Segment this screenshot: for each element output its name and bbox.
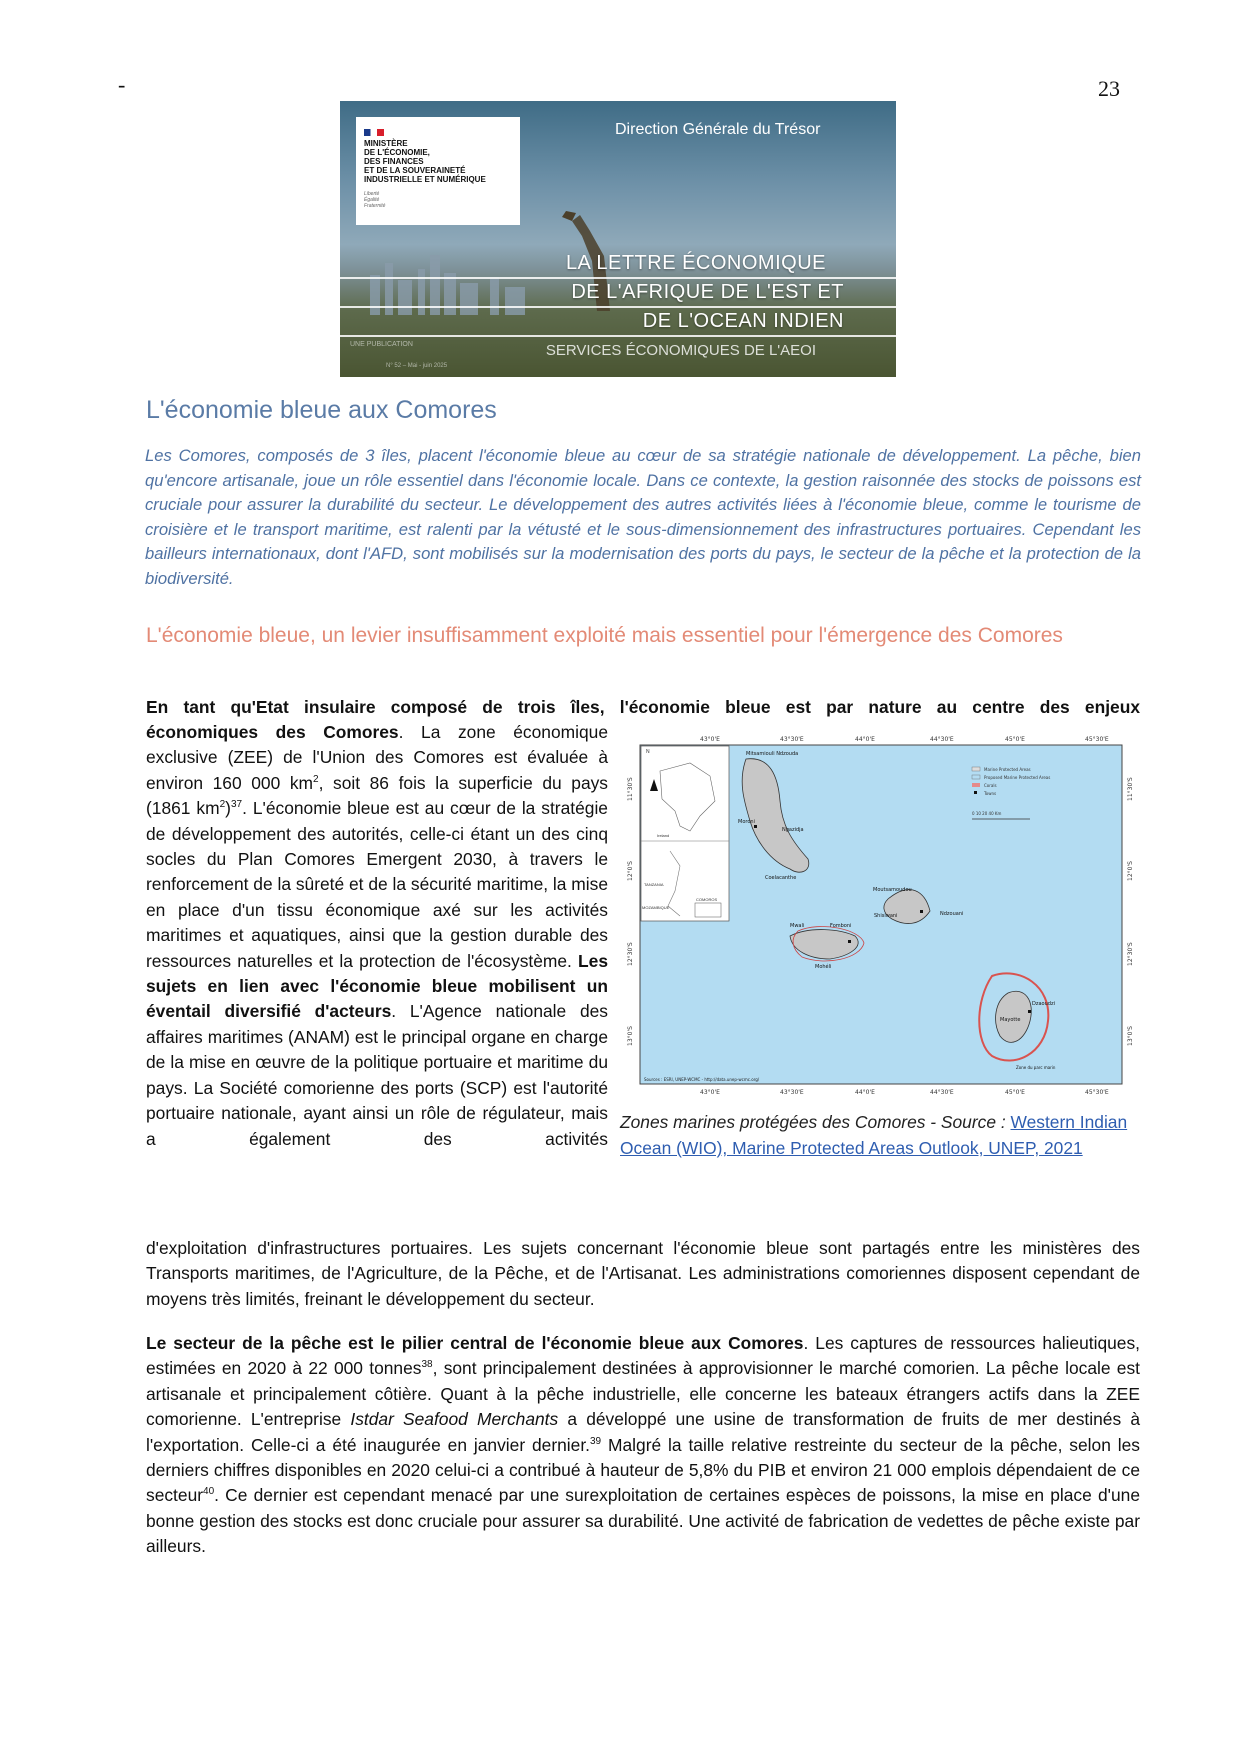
banner-title-line1: LA LETTRE ÉCONOMIQUE	[565, 252, 826, 274]
caption-text: Zones marines protégées des Comores - Source :	[620, 1112, 1011, 1132]
map-scale: 0 10 20 40 Km	[972, 811, 1002, 816]
legend-item: Proposed Marine Protected Areas	[984, 775, 1051, 780]
inset-ireland-label: Ireland	[657, 833, 670, 838]
footnote-sup: 2	[219, 799, 226, 811]
p2-bold: Le secteur de la pêche est le pilier central de l'économie bleue aux Comores	[146, 1333, 804, 1353]
top-tick: 44°0'E	[855, 736, 875, 743]
bottom-tick: 43°0'E	[700, 1089, 720, 1096]
town-marker	[920, 910, 923, 913]
legend-item: Corals	[984, 783, 997, 788]
bottom-tick: 44°30'E	[930, 1089, 954, 1096]
place-label: Mayotte	[1000, 1017, 1021, 1023]
top-tick: 45°30'E	[1085, 736, 1109, 743]
paragraph-1-tail: d'exploitation d'infrastructures portuaires. Les sujets concernant l'économie bleue sont partagés entre les ministères des Transports maritimes, de l'Agriculture, de la Pêche, et de l'Artisanat. Les administrations comoriennes disposent cependant de moyens très limités, freinant le développement du secteur.	[146, 1238, 1140, 1309]
p1-text-d: . L'économie bleue est au cœur de la stratégie de développement des autorités, celle-ci étant un des cinq socles du Plan Comores Emergent 2030, à travers le renforcement de la sûreté et de la sécurité maritime, la mise en place d'un tissu économique axé sur les activités maritimes et aquatiques, ainsi que la gestion durable des ressources naturelles et la protection de l'écosystème.	[146, 798, 609, 971]
inset-mozambique-label: MOZAMBIQUE	[642, 905, 670, 910]
bottom-tick: 45°0'E	[1005, 1089, 1025, 1096]
map-source: Sources : ESRI, UNEP-WCMC - http://data.unep-wcmc.org/	[644, 1077, 760, 1082]
company-name: Istdar Seafood Merchants	[350, 1409, 559, 1430]
footnote-40: 40	[203, 1486, 215, 1498]
page-number: 23	[1098, 76, 1120, 101]
right-tick: 13°0'S	[1127, 1026, 1134, 1046]
lead-bold: En tant qu'Etat insulaire composé de trois îles, l'économie bleue est par nature au centre des enjeux	[146, 697, 1140, 717]
footnote-sup: 2	[313, 774, 319, 786]
right-tick: 12°0'S	[1127, 861, 1134, 881]
republic-flag-icon	[364, 129, 384, 136]
ministry-name: MINISTÈRE DE L'ÉCONOMIE, DES FINANCES ET DE LA SOUVERAINETÉ INDUSTRIELLE ET NUMÉRIQUE	[364, 139, 486, 184]
inset-tanzania-label: TANZANIA	[644, 882, 664, 887]
left-tick: 12°30'S	[627, 942, 634, 966]
ministry-logo	[356, 117, 520, 225]
place-label: Shisiwani	[874, 913, 898, 919]
p2-text-a: . Les captures de ressources halieutiques, estimées en 2020 à 22 000 tonnes	[146, 1333, 1141, 1379]
article-title: L'économie bleue aux Comores	[146, 396, 497, 424]
place-label: Fomboni	[830, 923, 852, 929]
place-label: Zone du parc marin	[1016, 1065, 1056, 1070]
top-tick: 44°30'E	[930, 736, 954, 743]
p1-bold-1: économiques des Comores	[146, 722, 399, 742]
place-label: Mwali	[790, 923, 805, 929]
right-tick: 12°30'S	[1127, 942, 1134, 966]
left-tick: 13°0'S	[627, 1026, 634, 1046]
p1-text-c: )	[225, 798, 231, 819]
comoros-mpa-map	[620, 731, 1140, 1098]
paragraph-1-column	[146, 720, 608, 1152]
p2-text-c: a développé une usine de transformation de fruits de mer destinés à l'exportation. Celle-ci a été inaugurée en janvier dernier.	[146, 1409, 1140, 1455]
banner-rule	[340, 335, 896, 337]
page-marker: -	[118, 72, 126, 97]
africa-inset-map	[641, 746, 729, 921]
paragraph-1-lead	[146, 695, 1140, 720]
legend-item: Towns	[984, 791, 997, 796]
article-intro: Les Comores, composés de 3 îles, placent l'économie bleue au cœur de sa stratégie nationale de développement. La pêche, bien qu'encore artisanale, joue un rôle essentiel dans l'économie locale. Dans ce contexte, la gestion raisonnée des stocks de poissons est cruciale pour assurer la durabilité du secteur. Le développement des autres activités liées à l'économie bleue, comme le tourisme de croisière et le transport maritime, est ralenti par la vétusté et le sous-dimensionnement des infrastructures portuaires. Cependant les bailleurs internationaux, dont l'AFD, sont mobilisés sur la modernisation des ports du pays, le secteur de la pêche et la protection de la biodiversité.	[145, 446, 1141, 588]
bottom-tick: 44°0'E	[855, 1089, 875, 1096]
town-marker	[1028, 1010, 1031, 1013]
banner-rule	[340, 306, 896, 308]
place-label: Ngazidja	[782, 827, 804, 833]
top-tick: 45°0'E	[1005, 736, 1025, 743]
bottom-tick: 45°30'E	[1085, 1089, 1109, 1096]
left-tick: 11°30'S	[627, 777, 634, 801]
banner-publication: UNE PUBLICATION	[350, 341, 413, 348]
banner-rule	[340, 277, 896, 279]
p1-bold-2: Les sujets en lien avec l'économie bleue mobilisent un éventail diversifié d'acteurs	[146, 950, 608, 1022]
newsletter-banner	[340, 101, 896, 377]
inset-north-label: N	[646, 749, 650, 755]
town-marker	[754, 825, 757, 828]
footnote-38: 38	[421, 1359, 433, 1371]
p1-text-e: . L'Agence nationale des affaires maritimes (ANAM) est le principal organe en charge de la mise en œuvre de la politique portuaire et maritime du pays. La Société comorienne des ports (SCP) est l'autorité portuaire nationale, ayant ainsi un rôle de régulateur, mais a également des activités	[146, 1001, 608, 1149]
p1-text-a: . La zone économique exclusive (ZEE) de l'Union des Comores est évaluée à environ 160 000 km	[146, 722, 608, 793]
top-tick: 43°30'E	[780, 736, 804, 743]
ministry-motto: Liberté Égalité Fraternité	[364, 191, 386, 209]
place-label: Mohéli	[815, 964, 832, 970]
agency-name: Direction Générale du Trésor	[615, 121, 821, 138]
left-tick: 12°0'S	[627, 861, 634, 881]
right-tick: 11°30'S	[1127, 777, 1134, 801]
place-label: Coelacanthe	[765, 875, 797, 881]
section-heading: L'économie bleue, un levier insuffisamment exploité mais essentiel pour l'émergence des Comores	[146, 624, 1063, 647]
town-marker	[848, 940, 851, 943]
banner-issue: N° 52 – Mai - juin 2025	[386, 363, 448, 369]
p2-text-e: . Ce dernier est cependant menacé par une surexploitation de certaines espèces de poissons, la mise en place d'une bonne gestion des stocks est donc cruciale pour assurer sa durabilité. Une activité de fabrication de vedettes de pêche existe par ailleurs.	[146, 1485, 1140, 1557]
banner-subtitle: SERVICES ÉCONOMIQUES DE L'AEOI	[545, 342, 816, 359]
bottom-tick: 43°30'E	[780, 1089, 804, 1096]
place-label: Mitsamiouli Ndzouda	[746, 751, 799, 757]
place-label: Dzaoudzi	[1032, 1001, 1055, 1007]
place-label: Moroni	[738, 819, 755, 825]
paragraph-2	[146, 1331, 1140, 1560]
inset-comoros-label: COMOROS	[696, 897, 718, 902]
map-caption	[620, 1109, 1170, 1161]
place-label: Moutsamoudou	[873, 887, 912, 893]
place-label: Ndzouani	[940, 911, 964, 917]
p2-text-d: Malgré la taille relative restreinte du secteur de la pêche, selon les derniers chiffres disponibles en 2020 celui-ci a contribué à hauteur de 5,8% du PIB et environ 21 000 emplois dépendaient de ce secteur	[146, 1434, 1140, 1506]
caption-source-link[interactable]: Western Indian Ocean (WIO), Marine Protected Areas Outlook, UNEP, 2021	[620, 1112, 1128, 1158]
p2-text-b: , sont principalement destinées à approvisionner le marché comorien. La pêche locale est artisanale et principalement côtière. Quant à la pêche industrielle, elle concerne les bateaux étrangers actifs dans la ZEE comorienne. L'entreprise	[146, 1358, 1141, 1430]
banner-title-line3: DE L'OCEAN INDIEN	[642, 310, 844, 332]
footnote-37: 37	[230, 799, 243, 811]
top-tick: 43°0'E	[700, 736, 720, 743]
legend-item: Marine Protected Areas	[984, 767, 1031, 772]
footnote-39: 39	[590, 1435, 602, 1447]
p1-text-b: , soit 86 fois la superficie du pays (1861 km	[146, 772, 609, 819]
banner-title-line2: DE L'AFRIQUE DE L'EST ET	[571, 281, 844, 303]
